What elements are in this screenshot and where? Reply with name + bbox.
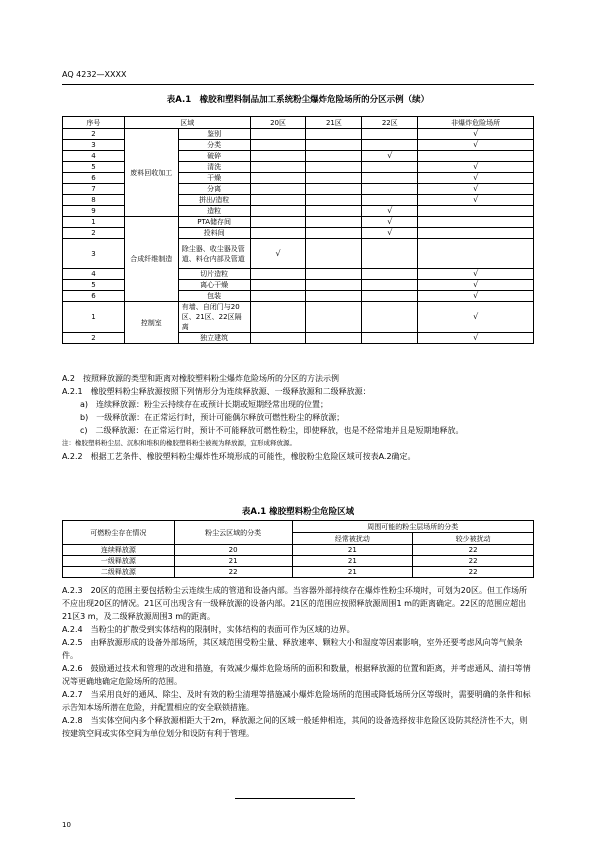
col-header-area: 区域 <box>124 117 250 129</box>
zone21-cell <box>306 228 362 239</box>
col-header-no: 序号 <box>63 117 125 129</box>
table1-caption: 表A.1 橡胶和塑料制品加工系统粉尘爆炸危险场所的分区示例（续） <box>166 95 430 105</box>
zone22-cell <box>362 302 418 333</box>
t2-cell-good: 21 <box>292 567 413 578</box>
row-number: 5 <box>63 162 125 173</box>
non-hazard-cell: √ <box>418 269 534 280</box>
zone20-cell: √ <box>250 239 306 269</box>
zone22-cell: √ <box>362 206 418 217</box>
zone21-cell <box>306 140 362 151</box>
area-item: 清洗 <box>178 162 250 173</box>
zone22-cell <box>362 333 418 344</box>
zone20-cell <box>250 206 306 217</box>
header-rule <box>62 84 534 85</box>
group-name: 控制室 <box>124 302 178 344</box>
row-number: 4 <box>63 269 125 280</box>
paragraph: A.2.4 当粉尘的扩散受到实体结构的限制时，实体结构的表面可作为区域的边界。 <box>62 625 355 634</box>
row-number: 1 <box>63 217 125 228</box>
row-number: 7 <box>63 184 125 195</box>
zone22-cell: √ <box>362 228 418 239</box>
zone22-cell <box>362 140 418 151</box>
zone21-cell <box>306 217 362 228</box>
col-header-zone20: 20区 <box>250 117 306 129</box>
t2-cell-good: 21 <box>292 545 413 556</box>
paragraph-block <box>62 584 534 740</box>
zone21-cell <box>306 291 362 302</box>
zone22-cell <box>362 184 418 195</box>
row-number: 1 <box>63 302 125 333</box>
t2-header-cloud-zone: 粉尘云区域的分类 <box>174 521 292 545</box>
group-name: 合成纤维制造 <box>124 217 178 302</box>
col-header-zone22: 22区 <box>362 117 418 129</box>
zone20-cell <box>250 269 306 280</box>
non-hazard-cell <box>418 151 534 162</box>
paragraph: A.2.3 20区的范围主要包括粉尘云连续生成的管道和设备内部。当容器外部持续存在爆炸性粉尘环境时，可划为20区。但工作场所不应出现20区的情况。21区可出现含有一级释放源的设备内部。21区的范围应按照释放源周围1 m的距离确定。22区的范围应超出21区3 m，及二级释放源周围3 m的距离。 <box>62 586 527 621</box>
zone21-cell <box>306 162 362 173</box>
zone20-cell <box>250 280 306 291</box>
footer-rule <box>235 798 355 799</box>
t2-cell-zone: 20 <box>174 545 292 556</box>
non-hazard-cell: √ <box>418 173 534 184</box>
zone20-cell <box>250 291 306 302</box>
t2-cell-zone: 21 <box>174 556 292 567</box>
table-row <box>63 567 534 578</box>
zone20-cell <box>250 217 306 228</box>
section-a2-title: A.2 按照释放源的类型和距离对橡胶塑料粉尘爆炸危险场所的分区的方法示例 <box>62 374 339 383</box>
row-number: 6 <box>63 291 125 302</box>
area-item: 包装 <box>178 291 250 302</box>
t2-cell-less: 22 <box>413 567 534 578</box>
zone21-cell <box>306 129 362 140</box>
group-name: 废料回收加工 <box>124 129 178 217</box>
area-item: 分类 <box>178 140 250 151</box>
list-item-b: b) 一级释放源：在正常运行时，预计可能偶尔释放可燃性粉尘的释放源； <box>80 413 345 422</box>
area-item: 切片造粒 <box>178 269 250 280</box>
area-item: 有墙、自闭门与20区、21区、22区隔离 <box>178 302 250 333</box>
row-number: 3 <box>63 140 125 151</box>
zone22-cell <box>362 280 418 291</box>
row-number: 9 <box>63 206 125 217</box>
zone21-cell <box>306 184 362 195</box>
non-hazard-cell: √ <box>418 140 534 151</box>
t2-header-layer-zone: 周围可能的粉尘层场所的分类 <box>292 521 534 533</box>
paragraph: A.2.5 由释放源形成的设备外部场所，其区域范围受粉尘量、释放速率、颗粒大小和湿度等因素影响，室外还要考虑风向等气候条件。 <box>62 638 523 660</box>
zone21-cell <box>306 195 362 206</box>
zone20-cell <box>250 333 306 344</box>
row-number: 6 <box>63 173 125 184</box>
row-number: 3 <box>63 239 125 269</box>
standard-code: AQ 4232—XXXX <box>62 70 127 79</box>
paragraph: A.2.8 当实体空间内多个释放源相距大于2m，释放源之间的区域一般延伸相连，其间的设备选择按非危险区设防其经济性不大，则按建筑空间或实体空间为单位划分和设防有利于管理。 <box>62 716 528 738</box>
section-a2 <box>62 372 534 463</box>
area-item: 拼出/造粒 <box>178 195 250 206</box>
list-item-a: a) 连续释放源：粉尘云持续存在或预计长期或短期经常出现的位置； <box>80 400 329 409</box>
zone21-cell <box>306 280 362 291</box>
row-number: 2 <box>63 129 125 140</box>
table-row <box>63 556 534 567</box>
zone22-cell <box>362 129 418 140</box>
non-hazard-cell: √ <box>418 129 534 140</box>
zone-table <box>62 116 534 344</box>
zone20-cell <box>250 162 306 173</box>
row-number: 5 <box>63 280 125 291</box>
non-hazard-cell <box>418 217 534 228</box>
zone21-cell <box>306 151 362 162</box>
paragraph: A.2.7 当采用良好的通风、除尘、及时有效的粉尘清理等措施减小爆炸危险场所的范围或降低场所分区等级时，需要明确的条件和标示告知本场所潜在危险，并配置相应的安全联锁措施。 <box>62 690 531 712</box>
list-item-c: c) 二级释放源：在正常运行时，预计不可能释放可燃性粉尘，即使释放，也是不经常地并且是短期地释放。 <box>80 426 464 435</box>
zone22-cell: √ <box>362 217 418 228</box>
zone22-cell: √ <box>362 151 418 162</box>
zone21-cell <box>306 206 362 217</box>
zone22-cell <box>362 269 418 280</box>
t2-cell-source: 连续释放源 <box>63 545 175 556</box>
page-number: 10 <box>62 821 71 829</box>
t2-cell-good: 21 <box>292 556 413 567</box>
col-header-non-hazard: 非爆炸危险场所 <box>418 117 534 129</box>
zone21-cell <box>306 302 362 333</box>
row-number: 2 <box>63 333 125 344</box>
area-item: PTA储存间 <box>178 217 250 228</box>
zone20-cell <box>250 151 306 162</box>
t2-header-less-disturbed: 较少被扰动 <box>413 533 534 545</box>
note: 注：橡胶塑料粉尘层、沉积和堆积的橡胶塑料粉尘被视为释放源，宜形成释放源。 <box>62 439 296 447</box>
non-hazard-cell: √ <box>418 195 534 206</box>
row-number: 2 <box>63 228 125 239</box>
non-hazard-cell: √ <box>418 302 534 333</box>
non-hazard-cell: √ <box>418 162 534 173</box>
table2-caption: 表A.1 橡胶塑料粉尘危险区域 <box>241 507 355 517</box>
area-item: 鉴别 <box>178 129 250 140</box>
area-item: 独立建筑 <box>178 333 250 344</box>
table-row <box>63 545 534 556</box>
col-header-zone21: 21区 <box>306 117 362 129</box>
zone22-cell <box>362 162 418 173</box>
non-hazard-cell: √ <box>418 291 534 302</box>
paragraph: A.2.6 鼓励通过技术和管理的改进和措施，有效减少爆炸危险场所的面积和数量，根据释放源的位置和距离，并考虑通风、清扫等情况等更确地确定危险场所的范围。 <box>62 664 531 686</box>
zone20-cell <box>250 228 306 239</box>
zone22-cell <box>362 239 418 269</box>
zone20-cell <box>250 195 306 206</box>
zone21-cell <box>306 333 362 344</box>
table-row <box>63 217 534 228</box>
table-row <box>63 302 534 333</box>
area-item: 离心干燥 <box>178 280 250 291</box>
non-hazard-cell: √ <box>418 280 534 291</box>
area-item: 分离 <box>178 184 250 195</box>
t2-cell-zone: 22 <box>174 567 292 578</box>
paragraph-a22: A.2.2 根据工艺条件、橡胶塑料粉尘爆炸性环境形成的可能性，橡胶粉尘危险区域可按表A.2确定。 <box>62 452 416 461</box>
zone21-cell <box>306 173 362 184</box>
t2-cell-less: 22 <box>413 545 534 556</box>
non-hazard-cell <box>418 206 534 217</box>
zone20-cell <box>250 184 306 195</box>
row-number: 8 <box>63 195 125 206</box>
hazard-area-table <box>62 520 534 578</box>
zone20-cell <box>250 173 306 184</box>
non-hazard-cell: √ <box>418 333 534 344</box>
t2-cell-less: 22 <box>413 556 534 567</box>
zone21-cell <box>306 239 362 269</box>
area-item: 除尘器、收尘器及管道、料仓内部及管道 <box>178 239 250 269</box>
non-hazard-cell: √ <box>418 184 534 195</box>
area-item: 干燥 <box>178 173 250 184</box>
zone22-cell <box>362 291 418 302</box>
table-row <box>63 129 534 140</box>
row-number: 4 <box>63 151 125 162</box>
t2-cell-source: 二级释放源 <box>63 567 175 578</box>
zone21-cell <box>306 269 362 280</box>
zone20-cell <box>250 302 306 333</box>
area-item: 破碎 <box>178 151 250 162</box>
non-hazard-cell <box>418 228 534 239</box>
zone20-cell <box>250 140 306 151</box>
zone20-cell <box>250 129 306 140</box>
t2-header-often-disturbed: 经常被扰动 <box>292 533 413 545</box>
t2-header-source: 可燃粉尘存在情况 <box>63 521 175 545</box>
area-item: 投料间 <box>178 228 250 239</box>
non-hazard-cell <box>418 239 534 269</box>
zone22-cell <box>362 195 418 206</box>
paragraph-a21: A.2.1 橡胶塑料粉尘释放源按照下列情形分为连续释放源、一级释放源和二级释放源： <box>62 387 371 396</box>
t2-cell-source: 一级释放源 <box>63 556 175 567</box>
area-item: 造粒 <box>178 206 250 217</box>
zone22-cell <box>362 173 418 184</box>
